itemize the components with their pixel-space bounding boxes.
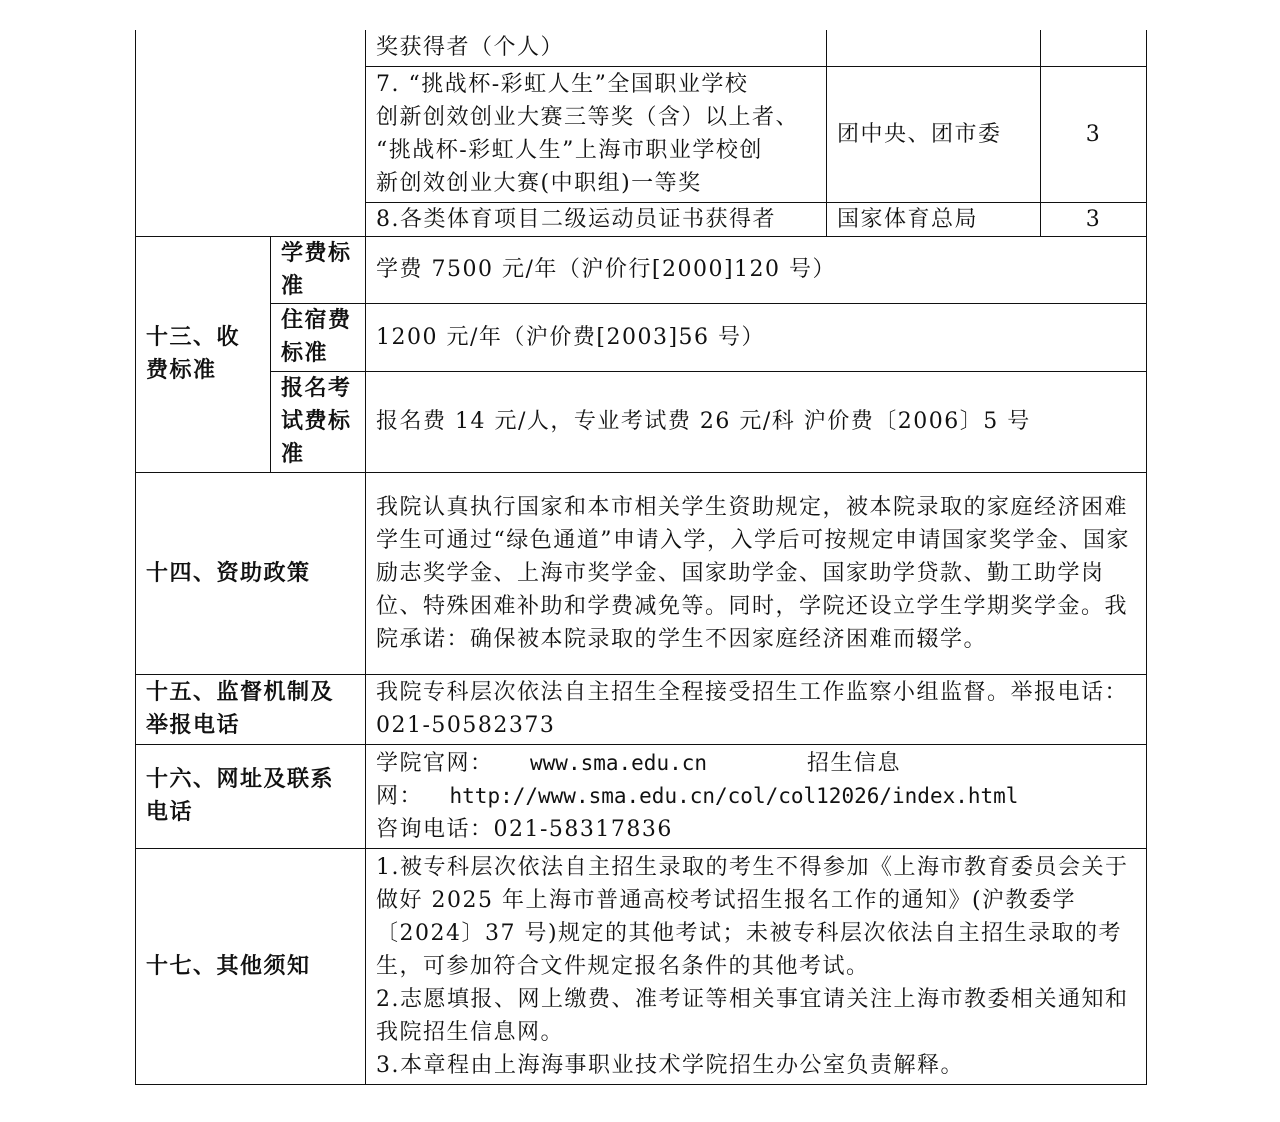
exam-fee-label: 报名考试费标准 [271, 371, 366, 472]
award-7-line-2: 创新创效创业大赛三等奖（含）以上者、 [376, 105, 800, 130]
award-8-text: 8.各类体育项目二级运动员证书获得者 [366, 202, 827, 236]
contact-section-title: 十六、网址及联系电话 [136, 744, 366, 848]
info-line [376, 780, 1136, 813]
notes-section-title: 十七、其他须知 [136, 848, 366, 1084]
info-label: 招生信息 [807, 750, 902, 776]
award-7-text [366, 66, 827, 202]
phone-line: 咨询电话：021-58317836 [376, 816, 673, 842]
dorm-value: 1200 元/年（沪价费[2003]56 号） [366, 303, 1147, 371]
award-7-line-4: 新创效创业大赛(中职组)一等奖 [376, 171, 702, 196]
award-row-6-tail [136, 30, 1147, 66]
aid-row [136, 472, 1147, 674]
notes-list [366, 848, 1147, 1084]
aid-text: 我院认真执行国家和本市相关学生资助规定，被本院录取的家庭经济困难学生可通过“绿色通道”申请入学，入学后可按规定申请国家奖学金、国家励志奖学金、上海市奖学金、国家助学金、国家助学贷款、勤工助学岗位、特殊困难补助和学费减免等。同时，学院还设立学生学期奖学金。我院承诺：确保被本院录取的学生不因家庭经济困难而辍学。 [366, 472, 1147, 674]
awards-section-empty-cell [136, 30, 366, 236]
award-8-issuer: 国家体育总局 [827, 202, 1041, 236]
award-7-line-3: “挑战杯-彩虹人生”上海市职业学校创 [376, 138, 763, 163]
award-7-points: 3 [1041, 66, 1147, 202]
award-6-issuer [827, 30, 1041, 66]
fee-row-exam [136, 371, 1147, 472]
award-6-points [1041, 30, 1147, 66]
note-item-3: 3.本章程由上海海事职业技术学院招生办公室负责解释。 [376, 1052, 964, 1078]
site-url-link[interactable]: www.sma.edu.cn [530, 750, 708, 775]
fee-row-dorm [136, 303, 1147, 371]
tuition-label: 学费标准 [271, 236, 366, 303]
award-8-points: 3 [1041, 202, 1147, 236]
award-7-issuer: 团中央、团市委 [827, 66, 1041, 202]
aid-section-title: 十四、资助政策 [136, 472, 366, 674]
fees-section-title: 十三、收费标准 [136, 236, 271, 472]
award-6-text: 奖获得者（个人） [366, 30, 827, 66]
supervision-text: 我院专科层次依法自主招生全程接受招生工作监察小组监督。举报电话：021-50582373 [366, 674, 1147, 744]
supervision-section-title: 十五、监督机制及举报电话 [136, 674, 366, 744]
contact-row [136, 744, 1147, 848]
exam-fee-value: 报名费 14 元/人，专业考试费 26 元/科 沪价费〔2006〕5 号 [366, 371, 1147, 472]
note-item-2: 2.志愿填报、网上缴费、准考证等相关事宜请关注上海市教委相关通知和我院招生信息网。 [376, 986, 1129, 1045]
note-item-1: 1.被专科层次依法自主招生录取的考生不得参加《上海市教育委员会关于做好 2025 年上海市普通高校考试招生报名工作的通知》(沪教委学〔2024〕37 号)规定的其他考试；未被专科层次依法自主招生录取的考生，可参加符合文件规定报名条件的其他考试。 [376, 854, 1129, 979]
contact-details [366, 744, 1147, 848]
fee-row-tuition [136, 236, 1147, 303]
award-7-line-1: 7. “挑战杯-彩虹人生”全国职业学校 [376, 72, 749, 97]
notes-row [136, 848, 1147, 1084]
tuition-value: 学费 7500 元/年（沪价行[2000]120 号） [366, 236, 1147, 303]
info-label-cont: 网： [376, 783, 424, 809]
site-label: 学院官网： [376, 750, 494, 776]
admission-regulation-table [135, 30, 1147, 1085]
site-line [376, 747, 1136, 780]
info-url-link[interactable]: http://www.sma.edu.cn/col/col12026/index.html [449, 783, 1019, 808]
dorm-label: 住宿费标准 [271, 303, 366, 371]
supervision-row [136, 674, 1147, 744]
